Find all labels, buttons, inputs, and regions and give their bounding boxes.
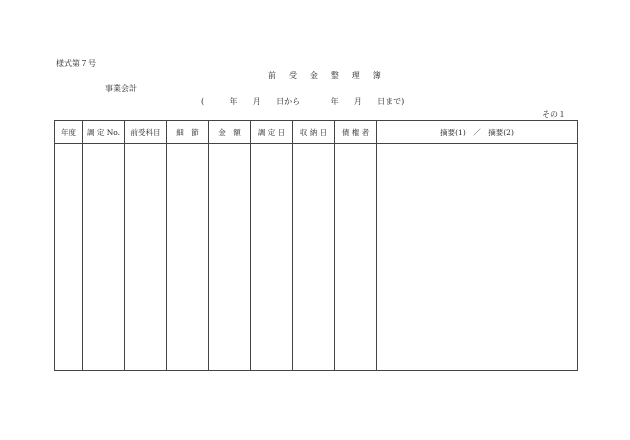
business-account-label: 事業会計 [105,84,137,93]
cell-creditor[interactable] [335,144,377,371]
column-header-amount: 金 額 [209,121,251,144]
table-row [55,144,578,371]
ledger-table [54,120,578,371]
column-header-sub-item: 細 節 [167,121,209,144]
document-title: 前 受 金 整 理 簿 [268,71,386,80]
column-header-advance-account: 前受科目 [125,121,167,144]
column-header-fiscal-year: 年度 [55,121,83,144]
column-header-assessment-no: 調 定 No. [83,121,125,144]
cell-assessment-no[interactable] [83,144,125,371]
cell-fiscal-year[interactable] [55,144,83,371]
cell-amount[interactable] [209,144,251,371]
header-row [55,121,578,144]
period-line: ( 年 月 日から 年 月 日まで) [201,97,405,106]
form-number: 様式第７号 [56,59,96,68]
cell-receipt-date[interactable] [293,144,335,371]
cell-summary[interactable] [377,144,578,371]
cell-sub-item[interactable] [167,144,209,371]
column-header-summary: 摘要(1) ／ 摘要(2) [377,121,578,144]
cell-advance-account[interactable] [125,144,167,371]
page-label: その１ [542,110,566,119]
column-header-assessment-date: 調 定 日 [251,121,293,144]
column-header-creditor: 債 権 者 [335,121,377,144]
cell-assessment-date[interactable] [251,144,293,371]
column-header-receipt-date: 収 納 日 [293,121,335,144]
